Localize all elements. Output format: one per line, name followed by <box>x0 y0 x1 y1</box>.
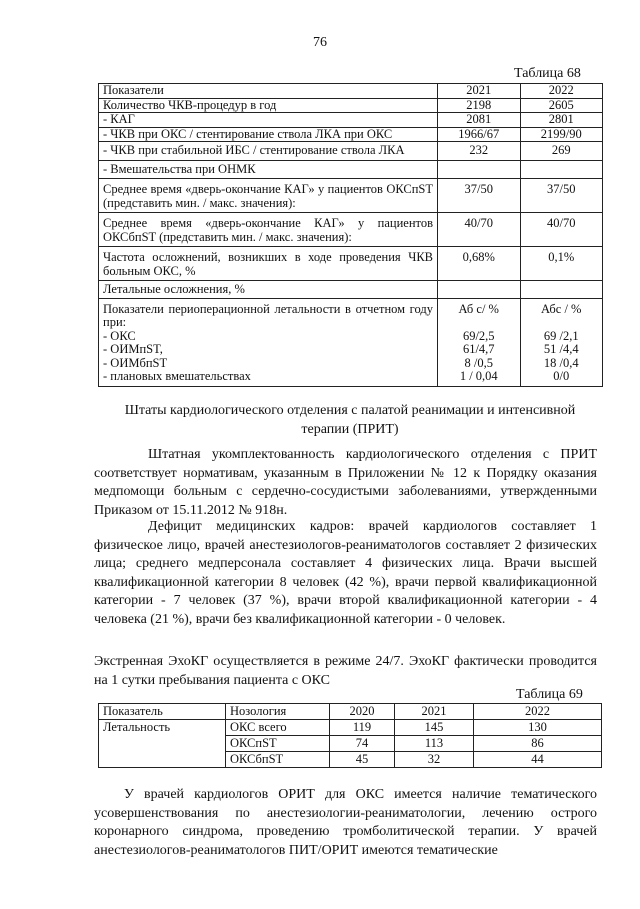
section-title: Штаты кардиологического отделения с палатой реанимации и интенсивной терапии (ПРИТ) <box>124 403 576 437</box>
paragraph-personnel-deficit: Дефицит медицинских кадров: врачей кардиологов составляет 1 физическое лицо, врачей анестезиологов-реаниматологов составляет 2 физических лица; среднего медперсонала составляет 4 физических лица. Врачи высшей квалификационной категории 8 человек (42 %), врачи первой квалификационной категории - 7 человек (37 %), врачи второй квалификационной категории - 4 человека (21 %), врачи без квалификационной категории - 0 человек. <box>94 519 597 627</box>
header-cell: 2022 <box>520 84 603 99</box>
mortality-value: 0/0 <box>553 369 570 383</box>
mortality-label: Показатели периоперационной летальности в отчетном году при: <box>103 301 433 329</box>
nosology-cell: ОКСбпST <box>226 752 330 768</box>
cell-2021 <box>438 160 521 179</box>
paragraph-echocg: Экстренная ЭхоКГ осуществляется в режиме 24/7. ЭхоКГ фактически проводится на 1 сутки пребывания пациента с ОКС <box>94 654 597 688</box>
mortality-item-label: - ОИМбпST <box>103 355 168 370</box>
cell-2022: 2605 <box>520 98 603 113</box>
row-label: Летальность <box>99 720 226 768</box>
table-header-row <box>99 84 603 99</box>
table-row <box>99 247 603 281</box>
cell-2022: 2801 <box>520 113 603 128</box>
table69-caption: Таблица 69 <box>516 687 583 702</box>
cell-2021: 32 <box>395 752 474 768</box>
mortality-value: 18 /0,4 <box>543 355 579 370</box>
mortality-value: 1 / 0,04 <box>459 369 498 383</box>
mortality-2022 <box>520 298 603 386</box>
cell-2022 <box>520 281 603 299</box>
table68-caption: Таблица 68 <box>514 66 581 81</box>
cell-2022: 37/50 <box>520 179 603 213</box>
cell-2022: 130 <box>474 720 602 736</box>
row-label: - Вмешательства при ОНМК <box>99 160 438 179</box>
table-row <box>99 127 603 142</box>
mortality-col-head: Аб с/ % <box>458 301 499 316</box>
cell-2021: 40/70 <box>438 213 521 247</box>
header-cell: Показатель <box>99 704 226 720</box>
mortality-value: 69 /2,1 <box>543 328 579 343</box>
cell-2022: 269 <box>520 142 603 161</box>
cell-2021: 145 <box>395 720 474 736</box>
paragraph-training: У врачей кардиологов ОРИТ для ОКС имеется наличие тематического усовершенствования по анестезиологии-реаниматологии, лечению острого коронарного синдрома, проведению тромболитической терапии. У врачей анестезиологов-реаниматологов ПИТ/ОРИТ имеются тематические <box>94 787 597 858</box>
cell-2022: 44 <box>474 752 602 768</box>
mortality-item-label: - ОИМпST, <box>103 342 163 356</box>
mortality-value: 8 /0,5 <box>464 355 493 370</box>
cell-2021: 2198 <box>438 98 521 113</box>
table-69 <box>98 703 602 768</box>
row-label: Летальные осложнения, % <box>99 281 438 299</box>
header-cell: Показатели <box>99 84 438 99</box>
table-row <box>99 720 602 736</box>
header-cell: Нозология <box>226 704 330 720</box>
mortality-value: 69/2,5 <box>462 328 495 343</box>
table-row <box>99 281 603 299</box>
table-row <box>99 113 603 128</box>
table-row <box>99 179 603 213</box>
mortality-labels <box>99 298 438 386</box>
cell-2022 <box>520 160 603 179</box>
cell-2021: 1966/67 <box>438 127 521 142</box>
mortality-2021 <box>438 298 521 386</box>
cell-2022: 0,1% <box>520 247 603 281</box>
header-cell: 2020 <box>330 704 395 720</box>
table-row <box>99 213 603 247</box>
row-label: - ЧКВ при ОКС / стентирование ствола ЛКА при ОКС <box>99 127 438 142</box>
cell-2022: 86 <box>474 736 602 752</box>
header-cell: 2021 <box>395 704 474 720</box>
page-number: 76 <box>313 35 327 50</box>
table-row <box>99 98 603 113</box>
cell-2021 <box>438 281 521 299</box>
cell-2021: 232 <box>438 142 521 161</box>
paragraph-staffing: Штатная укомплектованность кардиологического отделения с ПРИТ соответствует нормативам, указанным в Приложении № 12 к Порядку оказания медпомощи больным с сердечно-сосудистыми заболеваниями, утвержденными Приказом от 15.11.2012 № 918н. <box>94 447 597 518</box>
cell-2020: 74 <box>330 736 395 752</box>
cell-2021: 0,68% <box>438 247 521 281</box>
header-cell: 2021 <box>438 84 521 99</box>
row-label: Среднее время «дверь-окончание КАГ» у пациентов ОКСпST (представить мин. / макс. значения): <box>99 179 438 213</box>
row-label: Среднее время «дверь-окончание КАГ» у пациентов ОКСбпST (представить мин. / макс. значения): <box>99 213 438 247</box>
table-header-row <box>99 704 602 720</box>
cell-2022: 40/70 <box>520 213 603 247</box>
table-68 <box>98 83 603 387</box>
cell-2021: 113 <box>395 736 474 752</box>
row-label: Количество ЧКВ-процедур в год <box>99 98 438 113</box>
mortality-item-label: - ОКС <box>103 328 136 343</box>
nosology-cell: ОКСпST <box>226 736 330 752</box>
row-label: Частота осложнений, возникших в ходе проведения ЧКВ больным ОКС, % <box>99 247 438 281</box>
table-row-mortality <box>99 298 603 386</box>
cell-2020: 119 <box>330 720 395 736</box>
table-row <box>99 142 603 161</box>
cell-2021: 2081 <box>438 113 521 128</box>
mortality-item-label: - плановых вмешательствах <box>103 369 251 383</box>
nosology-cell: ОКС всего <box>226 720 330 736</box>
header-cell: 2022 <box>474 704 602 720</box>
row-label: - КАГ <box>99 113 438 128</box>
mortality-value: 61/4,7 <box>462 342 495 356</box>
cell-2021: 37/50 <box>438 179 521 213</box>
mortality-col-head: Абс / % <box>541 301 582 316</box>
row-label: - ЧКВ при стабильной ИБС / стентирование ствола ЛКА <box>99 142 438 161</box>
cell-2020: 45 <box>330 752 395 768</box>
table-row <box>99 160 603 179</box>
cell-2022: 2199/90 <box>520 127 603 142</box>
mortality-value: 51 /4,4 <box>543 342 579 356</box>
